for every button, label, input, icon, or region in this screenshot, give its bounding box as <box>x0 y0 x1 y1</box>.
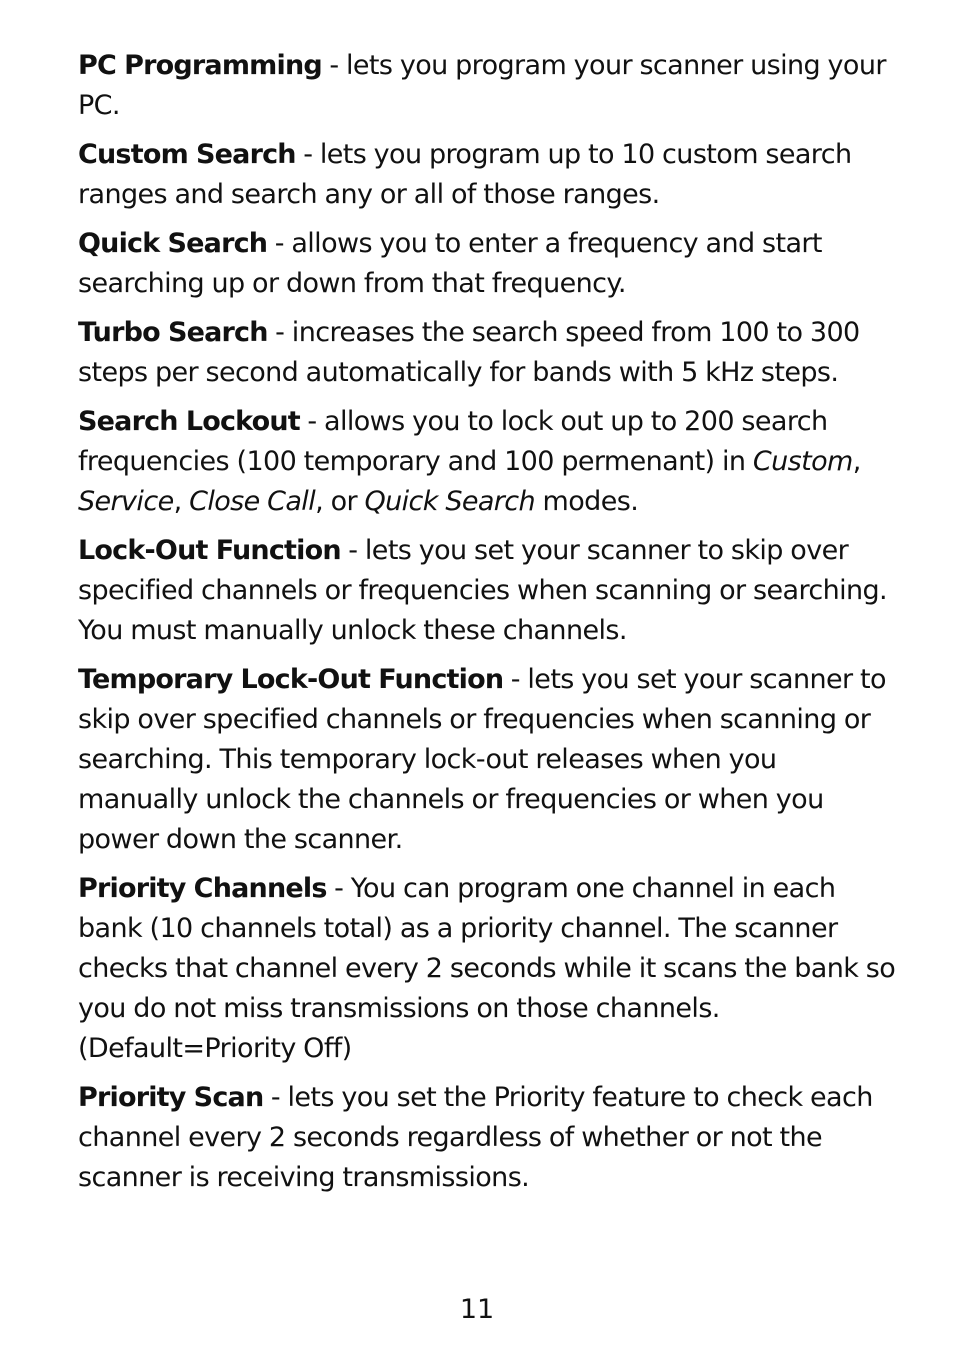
feature-description: - You can program one channel in each bank (10 channels total) as a priority channel. The scanner checks that channel every 2 seconds while it scans the bank so you do not miss transmissions on those channels. (Default=Priority Off) <box>78 873 896 1064</box>
feature-entry <box>78 46 898 126</box>
feature-description: - lets you set the Priority feature to check each channel every 2 seconds regardless of whether or not the scanner is receiving transmissions. <box>78 1082 873 1193</box>
mode-name: Quick Search <box>364 486 536 517</box>
feature-description: - lets you program your scanner using your PC. <box>78 50 886 121</box>
feature-term: PC Programming <box>78 50 322 81</box>
separator-text: , <box>852 446 861 477</box>
feature-entry <box>78 531 898 651</box>
feature-entry <box>78 869 898 1069</box>
feature-term: Lock-Out Function <box>78 535 341 566</box>
feature-description: - lets you set your scanner to skip over specified channels or frequencies when scanning or searching. You must manually unlock these channels. <box>78 535 888 646</box>
feature-entry <box>78 660 898 860</box>
feature-term: Search Lockout <box>78 406 300 437</box>
feature-entry <box>78 1078 898 1198</box>
separator-text: , <box>173 486 190 517</box>
feature-term: Temporary Lock-Out Function <box>78 664 504 695</box>
feature-list <box>78 46 898 1207</box>
feature-entry <box>78 224 898 304</box>
feature-entry <box>78 313 898 393</box>
feature-entry <box>78 135 898 215</box>
feature-description: - increases the search speed from 100 to 300 steps per second automatically for bands with 5 kHz steps. <box>78 317 860 388</box>
feature-description: - lets you set your scanner to skip over specified channels or frequencies when scanning or searching. This temporary lock-out releases when you manually unlock the channels or frequencies or when you power down the scanner. <box>78 664 886 855</box>
mode-name: Close Call <box>189 486 316 517</box>
feature-term: Priority Scan <box>78 1082 264 1113</box>
feature-term: Custom Search <box>78 139 296 170</box>
feature-description: - lets you program up to 10 custom search ranges and search any or all of those ranges. <box>78 139 852 210</box>
feature-term: Turbo Search <box>78 317 268 348</box>
feature-description-end: modes. <box>535 486 639 517</box>
separator-text: , or <box>315 486 365 517</box>
feature-term: Priority Channels <box>78 873 327 904</box>
feature-description: - allows you to enter a frequency and start searching up or down from that frequency. <box>78 228 822 299</box>
mode-name: Custom <box>752 446 853 477</box>
feature-description: - allows you to lock out up to 200 search frequencies (100 temporary and 100 permenant) in <box>78 406 828 477</box>
feature-entry <box>78 402 898 522</box>
feature-term: Quick Search <box>78 228 268 259</box>
page-number: 11 <box>459 1294 495 1325</box>
mode-name: Service <box>78 486 174 517</box>
